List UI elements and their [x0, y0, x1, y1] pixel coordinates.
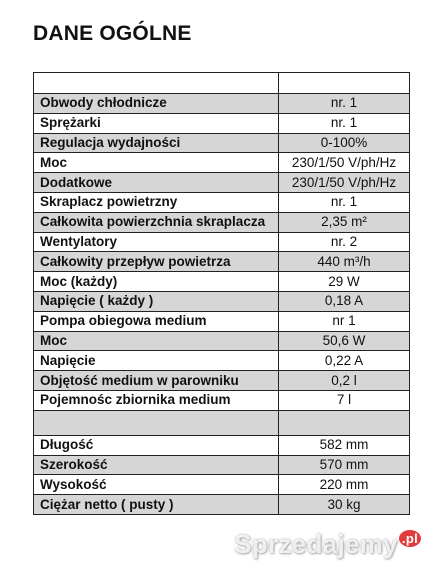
- row-label: Pompa obiegowa medium: [34, 311, 279, 331]
- row-value: 7 l: [279, 390, 410, 410]
- table-row: [34, 113, 410, 133]
- watermark-suffix: .pl: [399, 530, 421, 547]
- row-value: 440 m³/h: [279, 252, 410, 272]
- table-row: [34, 331, 410, 351]
- table-row: [34, 232, 410, 252]
- row-label: Wysokość: [34, 475, 279, 495]
- row-label: Szerokość: [34, 455, 279, 475]
- row-label: Całkowity przepływ powietrza: [34, 252, 279, 272]
- watermark-text: Sprzedajemy: [234, 529, 398, 559]
- table-row: [34, 73, 410, 94]
- row-label: Skraplacz powietrzny: [34, 192, 279, 212]
- table-row: [34, 410, 410, 435]
- table-row: [34, 192, 410, 212]
- row-label: Wentylatory: [34, 232, 279, 252]
- row-value: 30 kg: [279, 495, 410, 515]
- watermark-logo: [234, 529, 421, 560]
- table-row: [34, 371, 410, 391]
- table-row: [34, 173, 410, 193]
- table-row: [34, 94, 410, 114]
- row-value: nr 1: [279, 311, 410, 331]
- table-row: [34, 455, 410, 475]
- row-label: Sprężarki: [34, 113, 279, 133]
- row-value: 0,2 l: [279, 371, 410, 391]
- row-label: Całkowita powierzchnia skraplacza: [34, 212, 279, 232]
- row-label: Dodatkowe: [34, 173, 279, 193]
- table-row: [34, 435, 410, 455]
- row-label: Napięcie: [34, 351, 279, 371]
- row-value: 0,22 A: [279, 351, 410, 371]
- table-row: [34, 252, 410, 272]
- table-row: [34, 153, 410, 173]
- row-label: Moc: [34, 153, 279, 173]
- row-label: Objętość medium w parowniku: [34, 371, 279, 391]
- row-label: Napięcie ( każdy ): [34, 291, 279, 311]
- row-value: nr. 2: [279, 232, 410, 252]
- row-value: [279, 73, 410, 94]
- row-value: 2,35 m²: [279, 212, 410, 232]
- table-row: [34, 212, 410, 232]
- row-value: 230/1/50 V/ph/Hz: [279, 153, 410, 173]
- row-label: [34, 410, 279, 435]
- row-label: Moc: [34, 331, 279, 351]
- row-label: Pojemnośc zbiornika medium: [34, 390, 279, 410]
- row-value: nr. 1: [279, 94, 410, 114]
- table-row: [34, 351, 410, 371]
- row-value: 0-100%: [279, 133, 410, 153]
- table-row: [34, 291, 410, 311]
- row-label: Obwody chłodnicze: [34, 94, 279, 114]
- row-label: Regulacja wydajności: [34, 133, 279, 153]
- table-row: [34, 272, 410, 292]
- row-value: 0,18 A: [279, 291, 410, 311]
- row-label: [34, 73, 279, 94]
- row-value: 220 mm: [279, 475, 410, 495]
- row-value: 29 W: [279, 272, 410, 292]
- row-value: nr. 1: [279, 113, 410, 133]
- row-label: Ciężar netto ( pusty ): [34, 495, 279, 515]
- table-row: [34, 495, 410, 515]
- page-title: DANE OGÓLNE: [33, 22, 192, 45]
- table-row: [34, 390, 410, 410]
- spec-table: [33, 72, 410, 515]
- row-label: Moc (każdy): [34, 272, 279, 292]
- table-row: [34, 133, 410, 153]
- table-row: [34, 311, 410, 331]
- row-value: 570 mm: [279, 455, 410, 475]
- table-row: [34, 475, 410, 495]
- row-value: 582 mm: [279, 435, 410, 455]
- row-value: [279, 410, 410, 435]
- row-label: Długość: [34, 435, 279, 455]
- row-value: 50,6 W: [279, 331, 410, 351]
- row-value: nr. 1: [279, 192, 410, 212]
- row-value: 230/1/50 V/ph/Hz: [279, 173, 410, 193]
